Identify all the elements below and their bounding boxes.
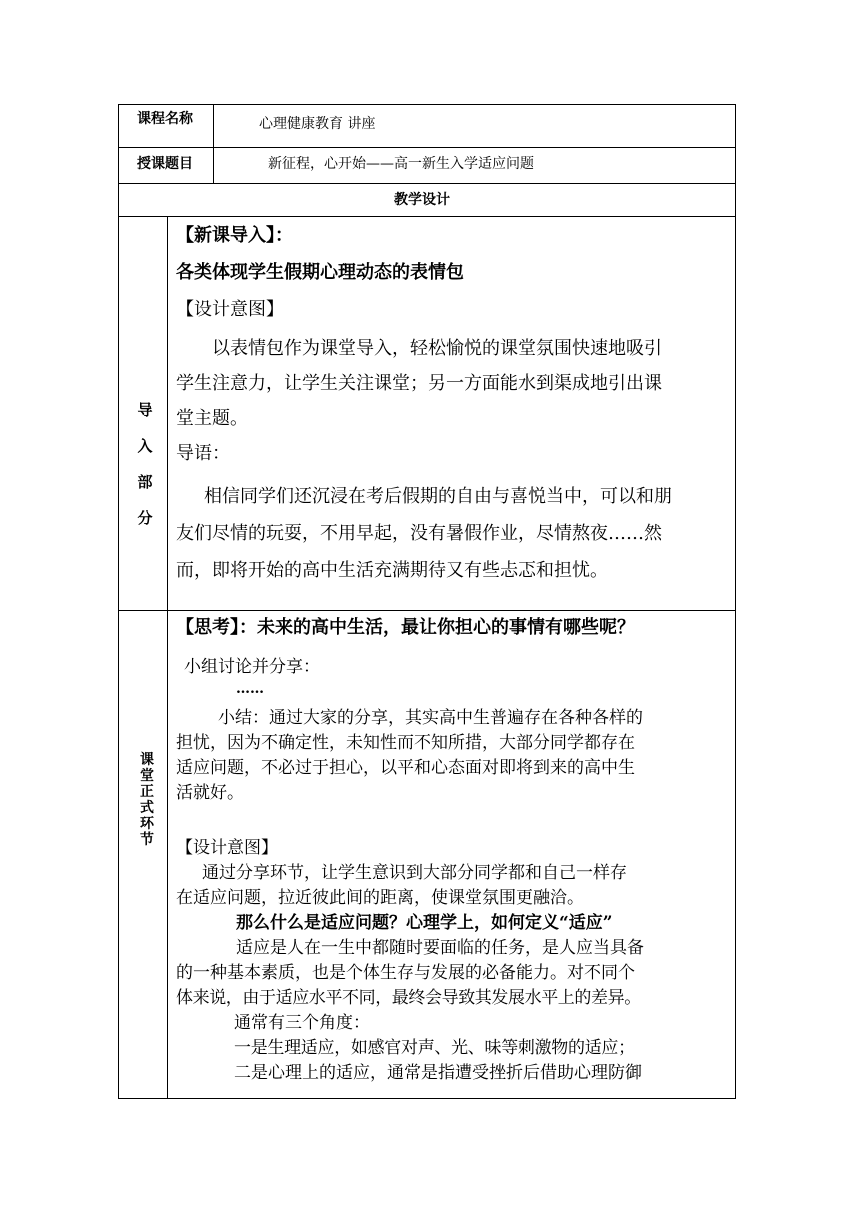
design-intent-line: 通过分享环节，让学生意识到大部分同学都和自己一样存: [202, 863, 627, 883]
adaptation-question: 那么什么是适应问题？心理学上，如何定义“适应”: [236, 913, 613, 933]
guide-line: 友们尽情的玩耍，不用早起，没有暑假作业，尽情熬夜……然: [176, 523, 662, 544]
new-lesson-heading: 【新课导入】：: [176, 225, 293, 246]
guide-title: 导语：: [176, 443, 230, 464]
lesson-topic-value: 新征程，心开始——高一新生入学适应问题: [268, 156, 534, 172]
teaching-design-heading: 教学设计: [394, 192, 450, 208]
definition-line: 体来说，由于适应水平不同，最终会导致其发展水平上的差异。: [176, 988, 641, 1008]
table-border-top: [118, 104, 736, 105]
table-column-divider: [167, 216, 168, 1099]
design-intent-title: 【设计意图】: [176, 299, 284, 320]
design-intent-line: 以表情包作为课堂导入，轻松愉悦的课堂氛围快速地吸引: [212, 338, 662, 359]
emoji-subtitle: 各类体现学生假期心理动态的表情包: [176, 262, 464, 283]
course-name-value: 心理健康教育 讲座: [259, 116, 376, 132]
ellipsis: ……: [236, 681, 264, 697]
table-column-divider: [213, 104, 214, 184]
design-intent-line: 在适应问题，拉近彼此间的距离，使课堂氛围更融洽。: [176, 888, 584, 908]
section-intro-side-label: 导 入 部 分: [137, 401, 153, 527]
section-main-side-label: 课 堂 正 式 环 节: [140, 752, 154, 848]
design-intent-title: 【设计意图】: [176, 838, 278, 858]
table-divider: [118, 216, 736, 217]
definition-line: 适应是人在一生中都随时要面临的任务，是人应当具备: [236, 938, 644, 958]
table-border-bottom: [118, 1098, 736, 1099]
angle-psychological: 二是心理上的适应，通常是指遭受挫折后借助心理防御: [234, 1063, 642, 1083]
summary-line: 活就好。: [176, 783, 244, 803]
section-main-content: [176, 613, 732, 1086]
group-discussion: 小组讨论并分享：: [184, 657, 320, 677]
summary-line: 担忧，因为不确定性，未知性而不知所措，大部分同学都存在: [176, 733, 635, 753]
summary-line: 小结：通过大家的分享，其实高中生普遍存在各种各样的: [218, 708, 643, 728]
angles-intro: 通常有三个角度：: [234, 1013, 370, 1033]
table-divider: [118, 183, 736, 184]
summary-line: 适应问题，不必过于担心，以平和心态面对即将到来的高中生: [176, 758, 635, 778]
design-intent-line: 堂主题。: [176, 408, 248, 429]
definition-line: 的一种基本素质，也是个体生存与发展的必备能力。对不同个: [176, 963, 635, 983]
table-divider: [118, 147, 736, 148]
section-intro-content: [176, 218, 732, 588]
think-question: 【思考】：未来的高中生活，最让你担心的事情有哪些呢？: [176, 617, 635, 638]
design-intent-line: 学生注意力，让学生关注课堂；另一方面能水到渠成地引出课: [176, 373, 662, 394]
angle-physiological: 一是生理适应，如感官对声、光、味等刺激物的适应；: [234, 1038, 635, 1058]
course-name-label: 课程名称: [137, 111, 193, 127]
table-border-left: [118, 104, 119, 1099]
table-border-right: [735, 104, 736, 1099]
guide-line: 而，即将开始的高中生活充满期待又有些忐忑和担忧。: [176, 560, 608, 581]
guide-line: 相信同学们还沉浸在考后假期的自由与喜悦当中，可以和朋: [204, 486, 672, 507]
table-divider: [118, 610, 736, 611]
lesson-topic-label: 授课题目: [137, 156, 193, 172]
